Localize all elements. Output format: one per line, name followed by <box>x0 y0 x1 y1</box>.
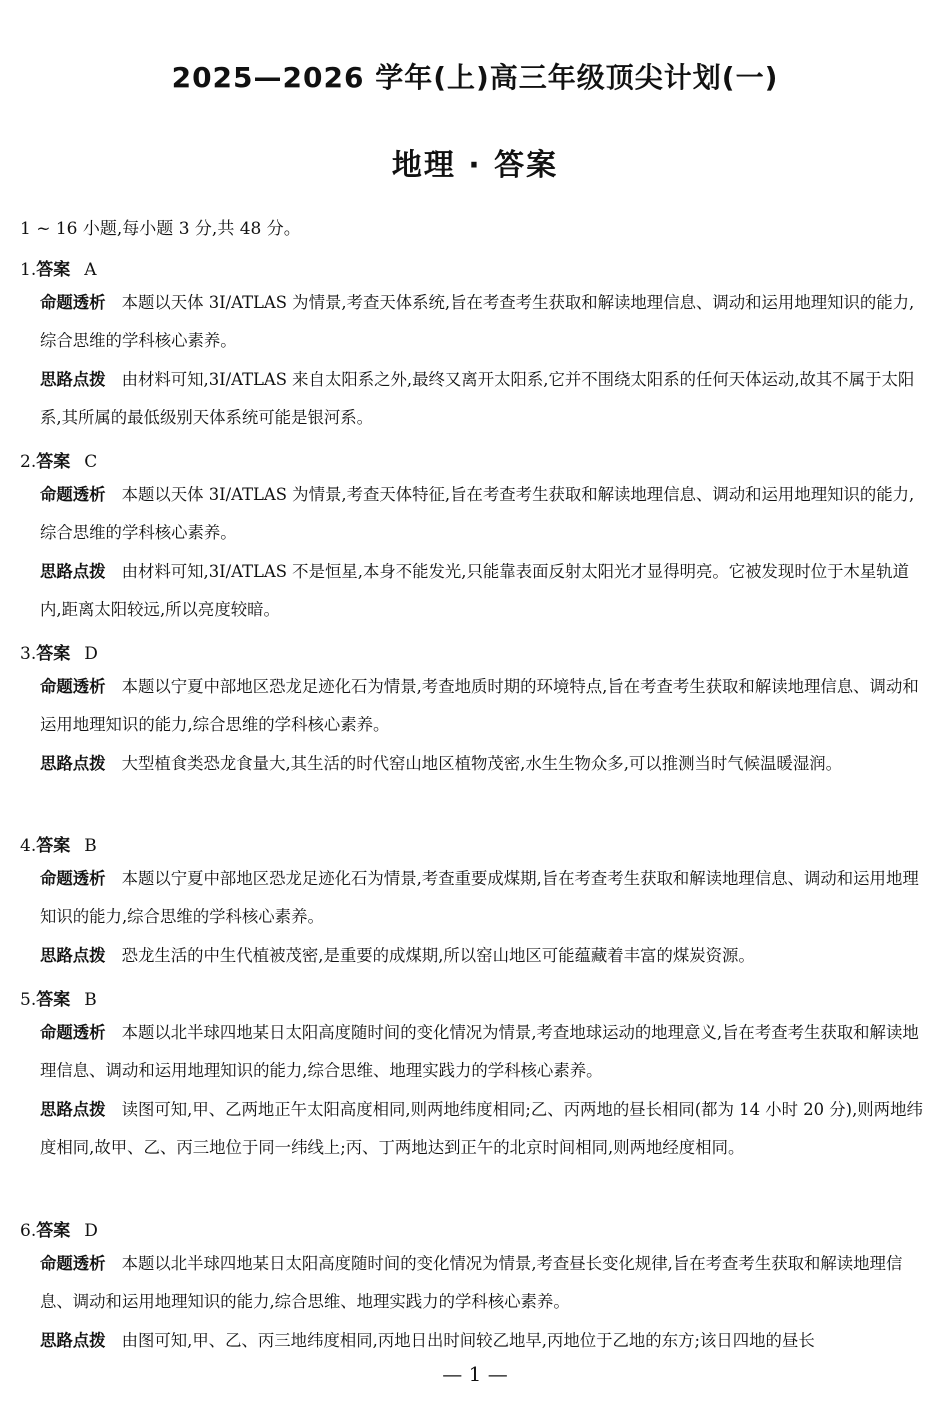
analysis-label: 命题透析 <box>40 1254 106 1273</box>
analysis-label: 命题透析 <box>40 293 106 312</box>
exam-title: 2025—2026 学年(上)高三年级顶尖计划(一) <box>171 61 779 94</box>
question-5-analysis <box>40 1014 930 1090</box>
analysis-text: 本题以天体 3I/ATLAS 为情景,考查天体特征,旨在考查考生获取和解读地理信息、调动和运用地理知识的能力,综合思维的学科核心素养。 <box>40 485 915 542</box>
question-number: 6. <box>20 1221 37 1241</box>
question-4-analysis <box>40 860 930 936</box>
hint-text: 由材料可知,3I/ATLAS 来自太阳系之外,最终又离开太阳系,它并不围绕太阳系的任何天体运动,故其不属于太阳系,其所属的最低级别天体系统可能是银河系。 <box>40 370 915 427</box>
hint-label: 思路点拨 <box>40 946 106 965</box>
question-6-answer-line <box>20 1216 98 1241</box>
question-1-hint <box>40 361 930 437</box>
question-4-hint <box>40 937 930 975</box>
question-5-hint <box>40 1091 930 1167</box>
analysis-label: 命题透析 <box>40 677 106 696</box>
question-5-answer-line <box>20 985 97 1010</box>
question-3-hint <box>40 745 930 783</box>
hint-label: 思路点拨 <box>40 1331 106 1350</box>
analysis-text: 本题以宁夏中部地区恐龙足迹化石为情景,考查重要成煤期,旨在考查考生获取和解读地理信息、调动和运用地理知识的能力,综合思维的学科核心素养。 <box>40 869 919 926</box>
hint-label: 思路点拨 <box>40 754 106 773</box>
question-2-answer-line <box>20 447 97 472</box>
question-1-analysis <box>40 284 930 360</box>
analysis-text: 本题以北半球四地某日太阳高度随时间的变化情况为情景,考查地球运动的地理意义,旨在考查考生获取和解读地理信息、调动和运用地理知识的能力,综合思维、地理实践力的学科核心素养。 <box>40 1023 919 1080</box>
answer-label: 答案 <box>36 260 71 280</box>
hint-text: 恐龙生活的中生代植被茂密,是重要的成煤期,所以窑山地区可能蕴藏着丰富的煤炭资源。 <box>121 946 755 965</box>
question-number: 4. <box>20 836 37 856</box>
page-number: — 1 — <box>442 1362 508 1386</box>
subject-title: 地理 · 答案 <box>391 148 559 183</box>
question-1-answer-line <box>20 255 97 280</box>
answer-value: B <box>84 990 97 1010</box>
answer-label: 答案 <box>36 644 71 664</box>
question-3-answer-line <box>20 639 98 664</box>
analysis-label: 命题透析 <box>40 869 106 888</box>
analysis-text: 本题以北半球四地某日太阳高度随时间的变化情况为情景,考查昼长变化规律,旨在考查考生获取和解读地理信息、调动和运用地理知识的能力,综合思维、地理实践力的学科核心素养。 <box>40 1254 903 1311</box>
answer-label: 答案 <box>36 990 71 1010</box>
question-number: 2. <box>20 452 37 472</box>
hint-text: 由材料可知,3I/ATLAS 不是恒星,本身不能发光,只能靠表面反射太阳光才显得明亮。它被发现时位于木星轨道内,距离太阳较远,所以亮度较暗。 <box>40 562 910 619</box>
question-2-hint <box>40 553 930 629</box>
question-number: 5. <box>20 990 37 1010</box>
answer-value: C <box>84 452 98 472</box>
hint-text: 读图可知,甲、乙两地正午太阳高度相同,则两地纬度相同;乙、丙两地的昼长相同(都为 14 小时 20 分),则两地纬度相同,故甲、乙、丙三地位于同一纬线上;丙、丁两地达到正午的北京时间相同,则两地经度相同。 <box>40 1100 923 1157</box>
answer-label: 答案 <box>36 1221 71 1241</box>
analysis-text: 本题以天体 3I/ATLAS 为情景,考查天体系统,旨在考查考生获取和解读地理信息、调动和运用地理知识的能力,综合思维的学科核心素养。 <box>40 293 915 350</box>
answer-label: 答案 <box>36 836 71 856</box>
answer-label: 答案 <box>36 452 71 472</box>
answer-value: D <box>84 644 98 664</box>
analysis-label: 命题透析 <box>40 485 106 504</box>
scoring-note: 1 ~ 16 小题,每小题 3 分,共 48 分。 <box>20 219 301 239</box>
hint-label: 思路点拨 <box>40 562 106 581</box>
answer-value: A <box>84 260 97 280</box>
analysis-label: 命题透析 <box>40 1023 106 1042</box>
analysis-text: 本题以宁夏中部地区恐龙足迹化石为情景,考查地质时期的环境特点,旨在考查考生获取和解读地理信息、调动和运用地理知识的能力,综合思维的学科核心素养。 <box>40 677 919 734</box>
hint-label: 思路点拨 <box>40 1100 106 1119</box>
answer-value: D <box>84 1221 98 1241</box>
answer-value: B <box>84 836 97 856</box>
question-6-hint <box>40 1322 930 1360</box>
hint-text: 大型植食类恐龙食量大,其生活的时代窑山地区植物茂密,水生生物众多,可以推测当时气候温暖湿润。 <box>121 754 842 773</box>
hint-text: 由图可知,甲、乙、丙三地纬度相同,丙地日出时间较乙地早,丙地位于乙地的东方;该日四地的昼长 <box>121 1331 815 1350</box>
question-number: 3. <box>20 644 37 664</box>
question-4-answer-line <box>20 831 97 856</box>
question-2-analysis <box>40 476 930 552</box>
question-6-analysis <box>40 1245 930 1321</box>
question-number: 1. <box>20 260 37 280</box>
question-3-analysis <box>40 668 930 744</box>
hint-label: 思路点拨 <box>40 370 106 389</box>
